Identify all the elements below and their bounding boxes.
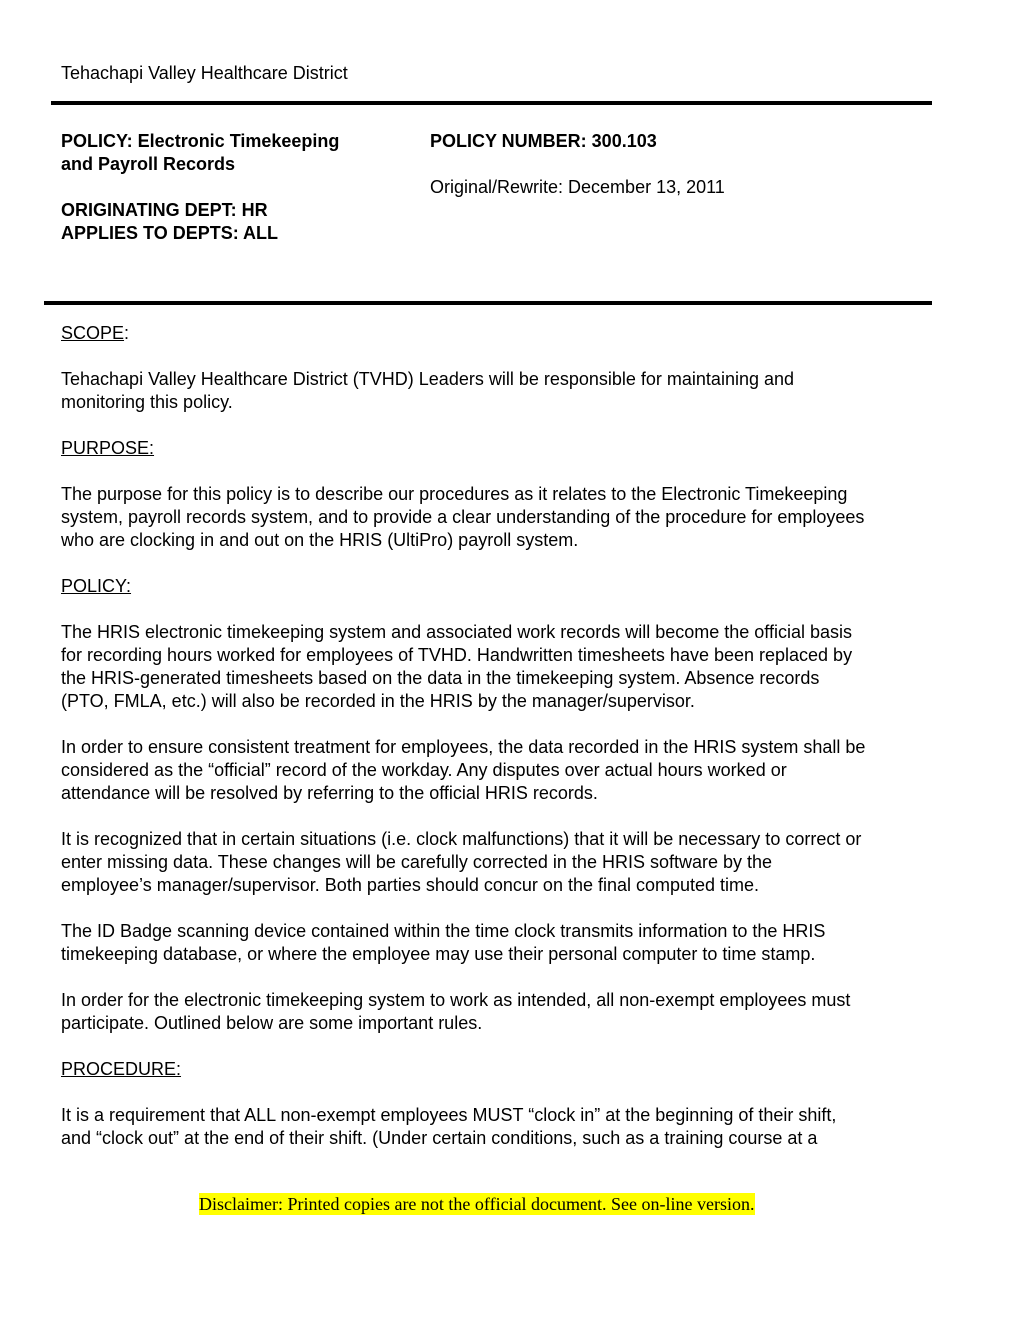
paragraph-line: monitoring this policy. [61, 392, 233, 412]
paragraph-line: participate. Outlined below are some important rules. [61, 1013, 483, 1033]
paragraph-line: The purpose for this policy is to describe our procedures as it relates to the Electronic Timekeeping [61, 484, 848, 504]
organization-name: Tehachapi Valley Healthcare District [61, 63, 348, 83]
originating-dept: ORIGINATING DEPT: HR [61, 200, 268, 220]
policy-title-line2: and Payroll Records [61, 154, 236, 174]
paragraph-line: attendance will be resolved by referring to the official HRIS records. [61, 783, 598, 803]
paragraph [61, 920, 825, 966]
section-heading-text: POLICY: [61, 576, 132, 596]
section-heading [61, 437, 154, 460]
paragraph [61, 989, 850, 1035]
paragraph-line: The ID Badge scanning device contained within the time clock transmits information to the HRIS [61, 921, 826, 941]
section-heading [61, 575, 131, 598]
applies-to-depts: APPLIES TO DEPTS: ALL [61, 223, 279, 243]
paragraph [61, 621, 852, 713]
paragraph-line: It is a requirement that ALL non-exempt employees MUST “clock in” at the beginning of their shift, [61, 1105, 837, 1125]
paragraph-line: timekeeping database, or where the employee may use their personal computer to time stamp. [61, 944, 816, 964]
paragraph-line: In order to ensure consistent treatment for employees, the data recorded in the HRIS system shall be [61, 737, 866, 757]
policy-block-divider [44, 301, 932, 305]
section-heading-text: PROCEDURE: [61, 1059, 182, 1079]
section-heading-text: SCOPE [61, 323, 125, 343]
paragraph-line: (PTO, FMLA, etc.) will also be recorded in the HRIS by the manager/supervisor. [61, 691, 695, 711]
paragraph-line: It is recognized that in certain situations (i.e. clock malfunctions) that it will be necessary to correct or [61, 829, 862, 849]
paragraph-line: employee’s manager/supervisor. Both parties should concur on the final computed time. [61, 875, 760, 895]
paragraph-line: enter missing data. These changes will be carefully corrected in the HRIS software by the [61, 852, 773, 872]
paragraph-line: The HRIS electronic timekeeping system and associated work records will become the official basis [61, 622, 853, 642]
section-heading-text: PURPOSE: [61, 438, 155, 458]
header-divider [51, 101, 932, 105]
policy-number: POLICY NUMBER: 300.103 [430, 131, 657, 151]
original-rewrite-date: Original/Rewrite: December 13, 2011 [430, 177, 725, 197]
section-heading [61, 1058, 181, 1081]
paragraph-line: system, payroll records system, and to provide a clear understanding of the procedure for employees [61, 507, 865, 527]
section-heading-suffix: : [124, 323, 130, 343]
paragraph-line: In order for the electronic timekeeping system to work as intended, all non-exempt employees must [61, 990, 851, 1010]
paragraph [61, 368, 794, 414]
policy-title-line1: POLICY: Electronic Timekeeping [61, 131, 340, 151]
paragraph-line: considered as the “official” record of the workday. Any disputes over actual hours worked or [61, 760, 787, 780]
paragraph [61, 483, 864, 552]
paragraph-line: who are clocking in and out on the HRIS (UltiPro) payroll system. [61, 530, 579, 550]
paragraph [61, 828, 861, 897]
paragraph [61, 1104, 836, 1150]
paragraph-line: Tehachapi Valley Healthcare District (TVHD) Leaders will be responsible for maintaining and [61, 369, 795, 389]
disclaimer: Disclaimer: Printed copies are not the official document. See on-line version. [199, 1194, 755, 1214]
paragraph-line: and “clock out” at the end of their shift. (Under certain conditions, such as a training course at a [61, 1128, 818, 1148]
paragraph-line: the HRIS-generated timesheets based on the data in the timekeeping system. Absence records [61, 668, 820, 688]
paragraph-line: for recording hours worked for employees of TVHD. Handwritten timesheets have been replaced by [61, 645, 853, 665]
paragraph [61, 736, 865, 805]
section-heading [61, 322, 129, 345]
